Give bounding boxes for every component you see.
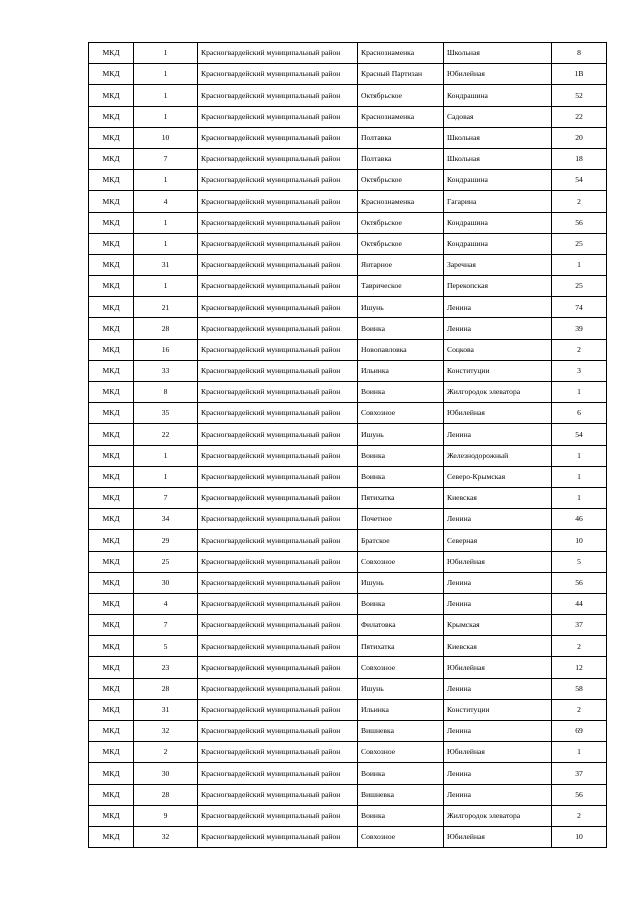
house-number-cell: 10 xyxy=(552,826,607,847)
street-cell: Ленина xyxy=(444,784,552,805)
count-cell: 34 xyxy=(134,509,198,530)
table-row xyxy=(89,466,607,487)
district-cell: Красногвардейский муниципальный район xyxy=(198,742,358,763)
settlement-cell: Полтавка xyxy=(358,127,444,148)
table-row xyxy=(89,487,607,508)
house-number-cell: 56 xyxy=(552,572,607,593)
table-row xyxy=(89,297,607,318)
table-row xyxy=(89,43,607,64)
count-cell: 28 xyxy=(134,678,198,699)
count-cell: 30 xyxy=(134,572,198,593)
street-cell: Кондрашина xyxy=(444,212,552,233)
house-number-cell: 20 xyxy=(552,127,607,148)
table-row xyxy=(89,276,607,297)
house-number-cell: 1 xyxy=(552,254,607,275)
object-type-cell: МКД xyxy=(89,233,134,254)
district-cell: Красногвардейский муниципальный район xyxy=(198,360,358,381)
count-cell: 7 xyxy=(134,148,198,169)
street-cell: Соцкова xyxy=(444,339,552,360)
settlement-cell: Совхозное xyxy=(358,826,444,847)
street-cell: Крымская xyxy=(444,615,552,636)
house-number-cell: 2 xyxy=(552,191,607,212)
house-number-cell: 25 xyxy=(552,276,607,297)
table-row xyxy=(89,445,607,466)
house-number-cell: 2 xyxy=(552,339,607,360)
settlement-cell: Октябрьское xyxy=(358,212,444,233)
table-row xyxy=(89,784,607,805)
count-cell: 1 xyxy=(134,170,198,191)
district-cell: Красногвардейский муниципальный район xyxy=(198,148,358,169)
house-number-cell: 22 xyxy=(552,106,607,127)
house-number-cell: 46 xyxy=(552,509,607,530)
table-row xyxy=(89,551,607,572)
settlement-cell: Ишунь xyxy=(358,424,444,445)
object-type-cell: МКД xyxy=(89,509,134,530)
table-row xyxy=(89,424,607,445)
object-type-cell: МКД xyxy=(89,85,134,106)
table-row xyxy=(89,636,607,657)
count-cell: 35 xyxy=(134,403,198,424)
street-cell: Жилгородок элеватора xyxy=(444,805,552,826)
settlement-cell: Красный Партизан xyxy=(358,64,444,85)
street-cell: Школьная xyxy=(444,43,552,64)
object-type-cell: МКД xyxy=(89,191,134,212)
table-row xyxy=(89,254,607,275)
count-cell: 1 xyxy=(134,445,198,466)
district-cell: Красногвардейский муниципальный район xyxy=(198,297,358,318)
district-cell: Красногвардейский муниципальный район xyxy=(198,509,358,530)
house-number-cell: 54 xyxy=(552,170,607,191)
street-cell: Юбилейная xyxy=(444,64,552,85)
count-cell: 7 xyxy=(134,487,198,508)
table-row xyxy=(89,106,607,127)
table-row xyxy=(89,763,607,784)
house-number-cell: 18 xyxy=(552,148,607,169)
house-number-cell: 25 xyxy=(552,233,607,254)
house-number-cell: 58 xyxy=(552,678,607,699)
table-row xyxy=(89,678,607,699)
settlement-cell: Ильинка xyxy=(358,360,444,381)
object-type-cell: МКД xyxy=(89,805,134,826)
street-cell: Ленина xyxy=(444,318,552,339)
district-cell: Красногвардейский муниципальный район xyxy=(198,699,358,720)
settlement-cell: Совхозное xyxy=(358,551,444,572)
district-cell: Красногвардейский муниципальный район xyxy=(198,254,358,275)
street-cell: Ленина xyxy=(444,297,552,318)
district-cell: Красногвардейский муниципальный район xyxy=(198,615,358,636)
district-cell: Красногвардейский муниципальный район xyxy=(198,64,358,85)
object-type-cell: МКД xyxy=(89,445,134,466)
settlement-cell: Вишневка xyxy=(358,784,444,805)
district-cell: Красногвардейский муниципальный район xyxy=(198,276,358,297)
table-row xyxy=(89,805,607,826)
table-row xyxy=(89,509,607,530)
house-number-cell: 8 xyxy=(552,43,607,64)
table-row xyxy=(89,233,607,254)
object-type-cell: МКД xyxy=(89,466,134,487)
object-type-cell: МКД xyxy=(89,699,134,720)
house-number-cell: 2 xyxy=(552,699,607,720)
count-cell: 32 xyxy=(134,721,198,742)
street-cell: Юбилейная xyxy=(444,826,552,847)
settlement-cell: Воинка xyxy=(358,763,444,784)
count-cell: 25 xyxy=(134,551,198,572)
table-row xyxy=(89,721,607,742)
settlement-cell: Совхозное xyxy=(358,403,444,424)
street-cell: Жилгородок элеватора xyxy=(444,382,552,403)
street-cell: Ленина xyxy=(444,424,552,445)
house-number-cell: 1 xyxy=(552,445,607,466)
district-cell: Красногвардейский муниципальный район xyxy=(198,106,358,127)
house-number-cell: 1В xyxy=(552,64,607,85)
district-cell: Красногвардейский муниципальный район xyxy=(198,212,358,233)
street-cell: Юбилейная xyxy=(444,657,552,678)
district-cell: Красногвардейский муниципальный район xyxy=(198,233,358,254)
street-cell: Ленина xyxy=(444,509,552,530)
count-cell: 23 xyxy=(134,657,198,678)
count-cell: 32 xyxy=(134,826,198,847)
settlement-cell: Октябрьское xyxy=(358,170,444,191)
table-row xyxy=(89,212,607,233)
object-type-cell: МКД xyxy=(89,424,134,445)
object-type-cell: МКД xyxy=(89,403,134,424)
count-cell: 1 xyxy=(134,212,198,233)
settlement-cell: Совхозное xyxy=(358,742,444,763)
settlement-cell: Воинка xyxy=(358,318,444,339)
house-number-cell: 1 xyxy=(552,487,607,508)
count-cell: 1 xyxy=(134,43,198,64)
object-type-cell: МКД xyxy=(89,826,134,847)
house-number-cell: 6 xyxy=(552,403,607,424)
district-cell: Красногвардейский муниципальный район xyxy=(198,127,358,148)
house-number-cell: 37 xyxy=(552,615,607,636)
street-cell: Киевская xyxy=(444,487,552,508)
object-type-cell: МКД xyxy=(89,530,134,551)
count-cell: 8 xyxy=(134,382,198,403)
table-row xyxy=(89,148,607,169)
district-cell: Красногвардейский муниципальный район xyxy=(198,445,358,466)
settlement-cell: Совхозное xyxy=(358,657,444,678)
settlement-cell: Ишунь xyxy=(358,297,444,318)
table-row xyxy=(89,318,607,339)
table-row xyxy=(89,615,607,636)
table-row xyxy=(89,170,607,191)
house-number-cell: 1 xyxy=(552,382,607,403)
district-cell: Красногвардейский муниципальный район xyxy=(198,678,358,699)
count-cell: 1 xyxy=(134,466,198,487)
house-number-cell: 1 xyxy=(552,466,607,487)
object-type-cell: МКД xyxy=(89,254,134,275)
object-type-cell: МКД xyxy=(89,212,134,233)
object-type-cell: МКД xyxy=(89,572,134,593)
count-cell: 28 xyxy=(134,784,198,805)
table-row xyxy=(89,360,607,381)
table-row xyxy=(89,64,607,85)
street-cell: Юбилейная xyxy=(444,403,552,424)
district-cell: Красногвардейский муниципальный район xyxy=(198,657,358,678)
street-cell: Ленина xyxy=(444,763,552,784)
object-type-cell: МКД xyxy=(89,551,134,572)
count-cell: 29 xyxy=(134,530,198,551)
house-number-cell: 10 xyxy=(552,530,607,551)
street-cell: Северо-Крымская xyxy=(444,466,552,487)
object-type-cell: МКД xyxy=(89,636,134,657)
settlement-cell: Краснознаменка xyxy=(358,106,444,127)
district-cell: Красногвардейский муниципальный район xyxy=(198,721,358,742)
object-type-cell: МКД xyxy=(89,657,134,678)
settlement-cell: Братское xyxy=(358,530,444,551)
settlement-cell: Краснознаменка xyxy=(358,43,444,64)
object-type-cell: МКД xyxy=(89,360,134,381)
settlement-cell: Новопавловка xyxy=(358,339,444,360)
district-cell: Красногвардейский муниципальный район xyxy=(198,85,358,106)
settlement-cell: Вишневка xyxy=(358,721,444,742)
count-cell: 31 xyxy=(134,699,198,720)
district-cell: Красногвардейский муниципальный район xyxy=(198,170,358,191)
housing-register-table xyxy=(88,42,607,848)
settlement-cell: Ильинка xyxy=(358,699,444,720)
street-cell: Юбилейная xyxy=(444,551,552,572)
count-cell: 28 xyxy=(134,318,198,339)
count-cell: 1 xyxy=(134,64,198,85)
settlement-cell: Таврическое xyxy=(358,276,444,297)
object-type-cell: МКД xyxy=(89,487,134,508)
table-row xyxy=(89,403,607,424)
street-cell: Ленина xyxy=(444,593,552,614)
settlement-cell: Краснознаменка xyxy=(358,191,444,212)
settlement-cell: Воинка xyxy=(358,805,444,826)
count-cell: 2 xyxy=(134,742,198,763)
street-cell: Юбилейная xyxy=(444,742,552,763)
street-cell: Ленина xyxy=(444,678,552,699)
count-cell: 33 xyxy=(134,360,198,381)
settlement-cell: Воинка xyxy=(358,466,444,487)
count-cell: 30 xyxy=(134,763,198,784)
street-cell: Кондрашина xyxy=(444,170,552,191)
house-number-cell: 52 xyxy=(552,85,607,106)
object-type-cell: МКД xyxy=(89,127,134,148)
object-type-cell: МКД xyxy=(89,593,134,614)
object-type-cell: МКД xyxy=(89,297,134,318)
table-row xyxy=(89,742,607,763)
house-number-cell: 54 xyxy=(552,424,607,445)
house-number-cell: 5 xyxy=(552,551,607,572)
house-number-cell: 2 xyxy=(552,805,607,826)
count-cell: 10 xyxy=(134,127,198,148)
table-row xyxy=(89,530,607,551)
table-row xyxy=(89,593,607,614)
object-type-cell: МКД xyxy=(89,721,134,742)
house-number-cell: 69 xyxy=(552,721,607,742)
object-type-cell: МКД xyxy=(89,148,134,169)
settlement-cell: Почетное xyxy=(358,509,444,530)
object-type-cell: МКД xyxy=(89,43,134,64)
street-cell: Школьная xyxy=(444,148,552,169)
object-type-cell: МКД xyxy=(89,678,134,699)
table-row xyxy=(89,657,607,678)
object-type-cell: МКД xyxy=(89,170,134,191)
count-cell: 1 xyxy=(134,233,198,254)
table-body xyxy=(89,43,607,848)
street-cell: Конституции xyxy=(444,699,552,720)
object-type-cell: МКД xyxy=(89,339,134,360)
street-cell: Школьная xyxy=(444,127,552,148)
object-type-cell: МКД xyxy=(89,276,134,297)
count-cell: 9 xyxy=(134,805,198,826)
settlement-cell: Филатовка xyxy=(358,615,444,636)
count-cell: 4 xyxy=(134,593,198,614)
district-cell: Красногвардейский муниципальный район xyxy=(198,763,358,784)
district-cell: Красногвардейский муниципальный район xyxy=(198,805,358,826)
settlement-cell: Пятихатка xyxy=(358,636,444,657)
object-type-cell: МКД xyxy=(89,784,134,805)
district-cell: Красногвардейский муниципальный район xyxy=(198,593,358,614)
district-cell: Красногвардейский муниципальный район xyxy=(198,43,358,64)
count-cell: 1 xyxy=(134,85,198,106)
street-cell: Северная xyxy=(444,530,552,551)
street-cell: Железнодорожный xyxy=(444,445,552,466)
settlement-cell: Пятихатка xyxy=(358,487,444,508)
house-number-cell: 56 xyxy=(552,784,607,805)
house-number-cell: 56 xyxy=(552,212,607,233)
table-row xyxy=(89,85,607,106)
district-cell: Красногвардейский муниципальный район xyxy=(198,382,358,403)
count-cell: 5 xyxy=(134,636,198,657)
count-cell: 21 xyxy=(134,297,198,318)
district-cell: Красногвардейский муниципальный район xyxy=(198,339,358,360)
district-cell: Красногвардейский муниципальный район xyxy=(198,530,358,551)
table-row xyxy=(89,382,607,403)
district-cell: Красногвардейский муниципальный район xyxy=(198,826,358,847)
street-cell: Ленина xyxy=(444,721,552,742)
house-number-cell: 74 xyxy=(552,297,607,318)
settlement-cell: Воинка xyxy=(358,382,444,403)
street-cell: Заречная xyxy=(444,254,552,275)
table-row xyxy=(89,572,607,593)
district-cell: Красногвардейский муниципальный район xyxy=(198,572,358,593)
house-number-cell: 1 xyxy=(552,742,607,763)
street-cell: Перекопская xyxy=(444,276,552,297)
district-cell: Красногвардейский муниципальный район xyxy=(198,318,358,339)
object-type-cell: МКД xyxy=(89,106,134,127)
house-number-cell: 37 xyxy=(552,763,607,784)
district-cell: Красногвардейский муниципальный район xyxy=(198,424,358,445)
settlement-cell: Янтарное xyxy=(358,254,444,275)
house-number-cell: 3 xyxy=(552,360,607,381)
street-cell: Кондрашина xyxy=(444,85,552,106)
settlement-cell: Ишунь xyxy=(358,678,444,699)
house-number-cell: 2 xyxy=(552,636,607,657)
table-row xyxy=(89,699,607,720)
district-cell: Красногвардейский муниципальный район xyxy=(198,551,358,572)
object-type-cell: МКД xyxy=(89,615,134,636)
object-type-cell: МКД xyxy=(89,742,134,763)
district-cell: Красногвардейский муниципальный район xyxy=(198,191,358,212)
count-cell: 22 xyxy=(134,424,198,445)
district-cell: Красногвардейский муниципальный район xyxy=(198,466,358,487)
table-row xyxy=(89,191,607,212)
count-cell: 1 xyxy=(134,106,198,127)
table-row xyxy=(89,339,607,360)
street-cell: Ленина xyxy=(444,572,552,593)
district-cell: Красногвардейский муниципальный район xyxy=(198,636,358,657)
table-row xyxy=(89,826,607,847)
district-cell: Красногвардейский муниципальный район xyxy=(198,403,358,424)
count-cell: 4 xyxy=(134,191,198,212)
house-number-cell: 39 xyxy=(552,318,607,339)
district-cell: Красногвардейский муниципальный район xyxy=(198,784,358,805)
settlement-cell: Октябрьское xyxy=(358,233,444,254)
table-row xyxy=(89,127,607,148)
street-cell: Кондрашина xyxy=(444,233,552,254)
district-cell: Красногвардейский муниципальный район xyxy=(198,487,358,508)
count-cell: 1 xyxy=(134,276,198,297)
count-cell: 31 xyxy=(134,254,198,275)
settlement-cell: Воинка xyxy=(358,445,444,466)
object-type-cell: МКД xyxy=(89,382,134,403)
object-type-cell: МКД xyxy=(89,64,134,85)
street-cell: Конституции xyxy=(444,360,552,381)
count-cell: 16 xyxy=(134,339,198,360)
settlement-cell: Октябрьское xyxy=(358,85,444,106)
object-type-cell: МКД xyxy=(89,318,134,339)
object-type-cell: МКД xyxy=(89,763,134,784)
settlement-cell: Воинка xyxy=(358,593,444,614)
street-cell: Садовая xyxy=(444,106,552,127)
settlement-cell: Полтавка xyxy=(358,148,444,169)
count-cell: 7 xyxy=(134,615,198,636)
street-cell: Киевская xyxy=(444,636,552,657)
house-number-cell: 12 xyxy=(552,657,607,678)
settlement-cell: Ишунь xyxy=(358,572,444,593)
street-cell: Гагарина xyxy=(444,191,552,212)
house-number-cell: 44 xyxy=(552,593,607,614)
